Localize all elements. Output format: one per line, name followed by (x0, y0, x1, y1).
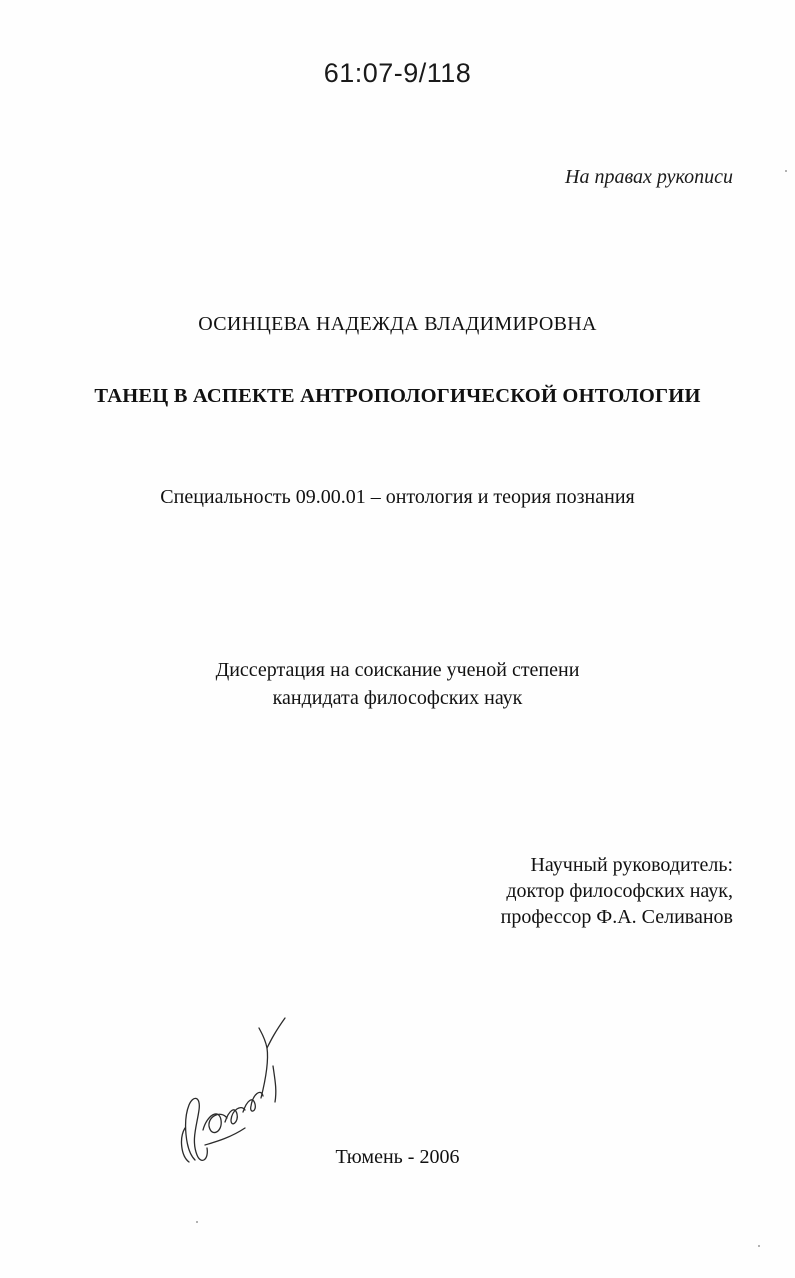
city-year: Тюмень - 2006 (335, 1146, 460, 1168)
scan-speck (758, 1245, 760, 1247)
degree-line-2: кандидата философских наук (272, 687, 523, 709)
supervisor-line-2: доктор философских наук, (506, 880, 733, 902)
specialty-line: Специальность 09.00.01 – онтология и теория познания (160, 486, 635, 508)
supervisor-line-3: профессор Ф.А. Селиванов (500, 906, 733, 928)
dissertation-title: ТАНЕЦ В АСПЕКТЕ АНТРОПОЛОГИЧЕСКОЙ ОНТОЛОГИИ (94, 385, 701, 407)
registry-number: 61:07-9/118 (323, 58, 472, 88)
degree-statement (0, 656, 795, 712)
scan-speck (196, 1221, 198, 1223)
supervisor-block (501, 852, 733, 930)
author-name: ОСИНЦЕВА НАДЕЖДА ВЛАДИМИРОВНА (198, 313, 597, 335)
scan-speck (785, 170, 787, 172)
degree-line-1: Диссертация на соискание ученой степени (215, 659, 580, 681)
rights-note: На правах рукописи (565, 166, 733, 188)
supervisor-line-1: Научный руководитель: (530, 854, 733, 876)
